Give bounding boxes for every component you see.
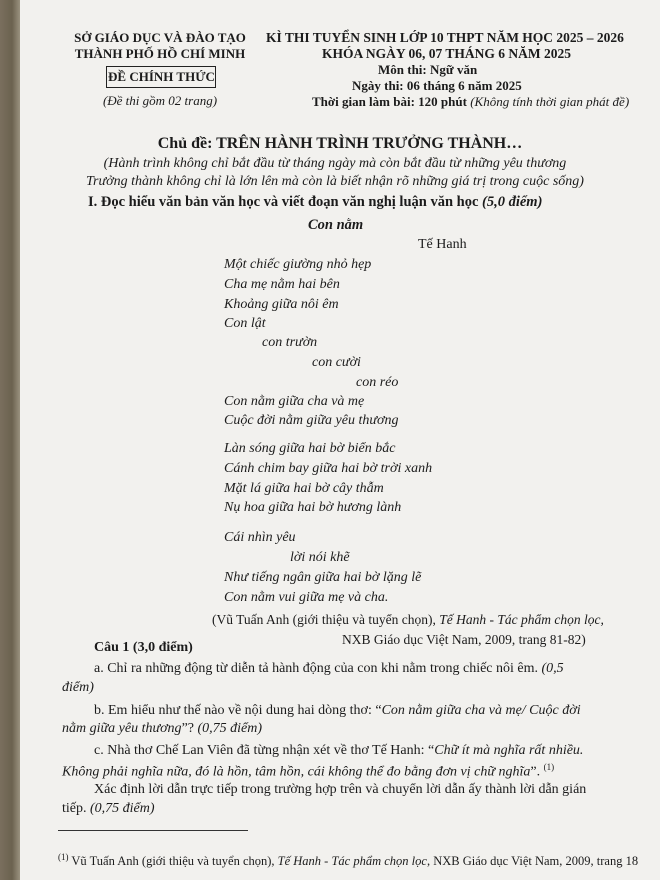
question-1a-points: (0,5 [541, 661, 564, 676]
question-1a-text: a. Chỉ ra những động từ diễn tả hành động của con khi nằm trong chiếc nôi êm. [94, 661, 539, 676]
question-1b-quote: Con nằm giữa cha và mẹ/ Cuộc đời [381, 703, 581, 718]
theme-line-1: (Hành trình không chỉ bắt đầu từ tháng ngày mà còn bắt đầu từ những yêu thương [103, 156, 567, 171]
poem-line: Làn sóng giữa hai bờ biển bắc [224, 441, 396, 456]
poem-line: Khoảng giữa nôi êm [224, 297, 339, 312]
question-1-heading [94, 640, 193, 656]
poem-line: Cánh chim bay giữa hai bờ trời xanh [224, 461, 433, 476]
question-1c-line-2 [62, 762, 554, 781]
question-1b-close: ”? [181, 721, 194, 736]
page-edge-shadow [0, 0, 20, 880]
question-1c-task-end: tiếp. [62, 801, 87, 816]
question-1-points: (3,0 điểm) [132, 640, 193, 655]
section-1-heading [88, 194, 542, 211]
theme-line-2: Trưởng thành không chỉ là lớn lên mà còn là biết nhận rõ những giá trị trong cuộc sống) [86, 174, 584, 189]
question-1-label: Câu 1 [94, 640, 130, 655]
footnote-publisher: , NXB Giáo dục Việt Nam, 2009, trang 18 [426, 854, 639, 869]
poem-line: Mặt lá giữa hai bờ cây thẫm [224, 481, 384, 496]
poem-line: Một chiếc giường nhỏ hẹp [224, 257, 372, 272]
question-1c-text: c. Nhà thơ Chế Lan Viên đã từng nhận xét về thơ Tế Hanh: “ [94, 743, 435, 758]
section-1-points: (5,0 điểm) [482, 194, 543, 210]
question-1b-quote-cont: nằm giữa yêu thương [62, 721, 182, 736]
poem-title: Con nằm [308, 217, 364, 233]
poem-line: Cuộc đời nằm giữa yêu thương [224, 413, 399, 428]
exam-duration [312, 94, 629, 110]
poem-author: Tế Hanh [418, 237, 467, 252]
section-1-title: I. Đọc hiểu văn bản văn học và viết đoạn văn nghị luận văn học [88, 194, 479, 210]
poem-line: Con lật [224, 316, 266, 331]
poem-line: Cha mẹ nằm hai bên [224, 277, 340, 292]
theme-title: Chủ đề: TRÊN HÀNH TRÌNH TRƯỞNG THÀNH… [157, 135, 523, 152]
question-1c-line-1 [94, 743, 583, 759]
official-label: ĐỀ CHÍNH THỨC [108, 69, 215, 84]
poem-line: lời nói khẽ [290, 550, 350, 565]
question-1b-text: b. Em hiểu như thế nào về nội dung hai dòng thơ: “ [94, 703, 382, 718]
poem-line: Con nằm vui giữa mẹ và cha. [224, 590, 389, 605]
question-1a-points-cont: điểm) [62, 680, 94, 695]
question-1b-line-1 [94, 703, 581, 719]
source-editor: (Vũ Tuấn Anh (giới thiệu và tuyển chọn), [212, 612, 436, 627]
poem-line: Con nằm giữa cha và mẹ [224, 394, 365, 409]
source-publisher: NXB Giáo dục Việt Nam, 2009, trang 81-82) [342, 632, 586, 647]
question-1c-quote-cont: Không phải nghĩa nữa, đó là hồn, tâm hồn, cái không thể đo bằng đơn vị chữ nghĩa [62, 764, 531, 780]
footnote-ref: (1) [543, 762, 555, 772]
question-1c-task: Xác định lời dẫn trực tiếp trong trường hợp trên và chuyển lời dẫn ấy thành lời dẫn gián [94, 782, 587, 797]
footnote-text: Vũ Tuấn Anh (giới thiệu và tuyển chọn), [71, 854, 275, 869]
footnote-divider [58, 830, 248, 831]
question-1b-line-2 [62, 721, 262, 737]
exam-title: KÌ THI TUYỂN SINH LỚP 10 THPT NĂM HỌC 2025 – 2026 [266, 30, 624, 45]
question-1c-points: (0,75 điểm) [90, 801, 155, 816]
footnote [58, 852, 638, 869]
question-1c-task-cont [62, 801, 155, 817]
footnote-book: Tế Hanh - Tác phẩm chọn lọc [277, 854, 427, 869]
exam-date: Ngày thi: 06 tháng 6 năm 2025 [352, 78, 522, 93]
poem-line: Nụ hoa giữa hai bờ hương lành [224, 500, 402, 515]
poem-line: con cười [312, 355, 361, 370]
poem-line: Cái nhìn yêu [224, 530, 296, 545]
poem-line: con réo [356, 375, 399, 390]
duration-note: (Không tính thời gian phát đề) [470, 94, 630, 109]
duration-label: Thời gian làm bài: 120 phút [312, 94, 467, 109]
city-name: THÀNH PHỐ HỒ CHÍ MINH [74, 46, 246, 61]
source-book: Tế Hanh - Tác phẩm chọn lọc, [439, 612, 604, 627]
question-1b-points: (0,75 điểm) [197, 721, 263, 736]
exam-subject: Môn thi: Ngữ văn [378, 62, 478, 77]
question-1a [94, 661, 564, 677]
footnote-marker: (1) [58, 852, 69, 862]
question-1c-close: ”. [530, 764, 541, 780]
poem-line: Như tiếng ngân giữa hai bờ lặng lẽ [224, 570, 422, 585]
pages-note: (Đề thi gồm 02 trang) [102, 93, 218, 108]
poem-source-line-1 [212, 612, 604, 628]
question-1c-quote: Chữ ít mà nghĩa rất nhiều. [434, 743, 584, 758]
poem-line: con trườn [262, 335, 318, 350]
exam-session: KHÓA NGÀY 06, 07 THÁNG 6 NĂM 2025 [322, 46, 572, 61]
department-name: SỞ GIÁO DỤC VÀ ĐÀO TẠO [74, 30, 246, 45]
